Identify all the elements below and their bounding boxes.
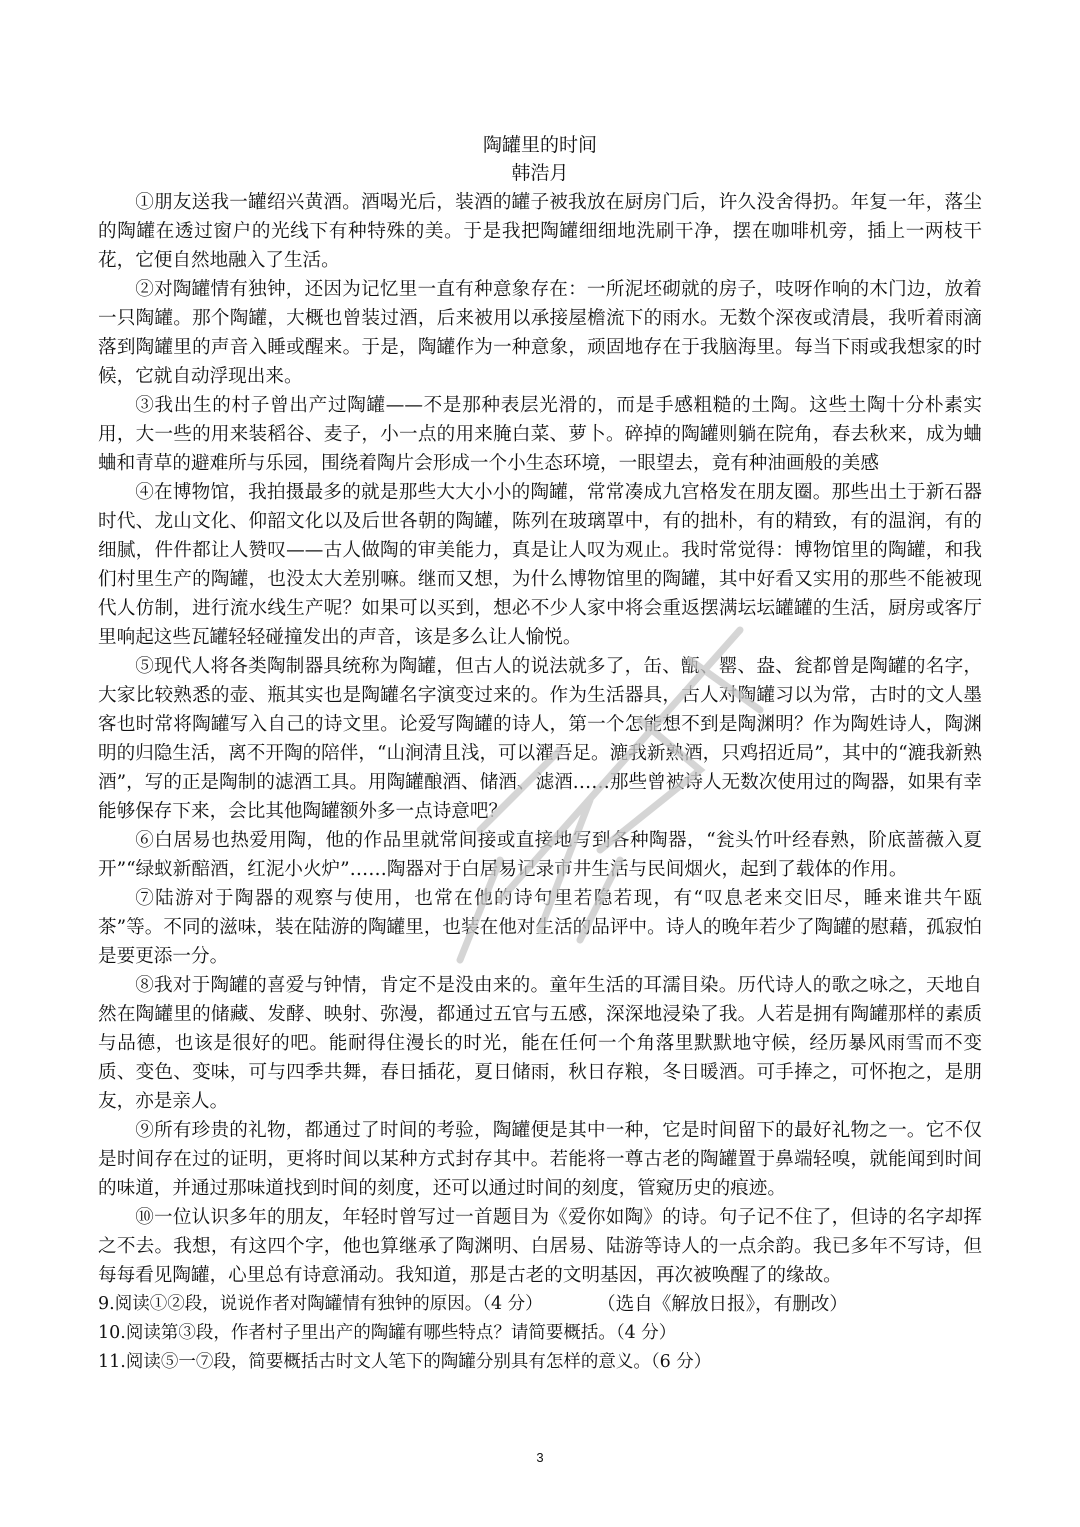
paragraph-7: ⑦陆游对于陶器的观察与使用，也常在他的诗句里若隐若现，有“叹息老来交旧尽，睡来谁共午瓯茶”等。不同的滋味，装在陆游的陶罐里，也装在他对生活的品评中。诗人的晚年若少了陶罐的慰藉，孤寂怕是要更添一分。 bbox=[98, 888, 982, 967]
question-11: 11.阅读⑤一⑦段，简要概括古时文人笔下的陶罐分别具有怎样的意义。（6 分） bbox=[98, 1352, 712, 1372]
paragraph-2: ②对陶罐情有独钟，还因为记忆里一直有种意象存在：一所泥坯砌就的房子，吱呀作响的木门边，放着一只陶罐。那个陶罐，大概也曾装过酒，后来被用以承接屋檐流下的雨水。无数个深夜或清晨，我听着雨滴落到陶罐里的声音入睡或醒来。于是，陶罐作为一种意象，顽固地存在于我脑海里。每当下雨或我想家的时候，它就自动浮现出来。 bbox=[98, 279, 982, 387]
paragraph-3: ③我出生的村子曾出产过陶罐——不是那种表层光滑的，而是手感粗糙的土陶。这些土陶十分朴素实用，大一些的用来装稻谷、麦子，小一点的用来腌白菜、萝卜。碎掉的陶罐则躺在院角，春去秋来，成为蛐蛐和青草的避难所与乐园，围绕着陶片会形成一个小生态环境，一眼望去，竟有种油画般的美感 bbox=[98, 395, 982, 474]
question-10: 10.阅读第③段，作者村子里出产的陶罐有哪些特点？请简要概括。（4 分） bbox=[98, 1323, 677, 1343]
article-body bbox=[98, 188, 982, 1319]
paragraph-5: ⑤现代人将各类陶制器具统称为陶罐，但古人的说法就多了，缶、甑、罂、盎、瓮都曾是陶罐的名字，大家比较熟悉的壶、瓶其实也是陶罐名字演变过来的。作为生活器具，古人对陶罐习以为常，古时的文人墨客也时常将陶罐写入自己的诗文里。论爱写陶罐的诗人，第一个怎能想不到是陶渊明？作为陶姓诗人，陶渊明的归隐生活，离不开陶的陪伴，“山涧清且浅，可以濯吾足。漉我新熟酒，只鸡招近局”，其中的“漉我新熟酒”，写的正是陶制的滤酒工具。用陶罐酿酒、储酒、滤酒……那些曾被诗人无数次使用过的陶器，如果有幸能够保存下来，会比其他陶罐额外多一点诗意吧？ bbox=[98, 656, 982, 822]
question-list bbox=[98, 1290, 982, 1377]
paragraph-8: ⑧我对于陶罐的喜爱与钟情，肯定不是没由来的。童年生活的耳濡目染。历代诗人的歌之咏之，天地自然在陶罐里的储藏、发酵、映射、弥漫，都通过五官与五感，深深地浸染了我。人若是拥有陶罐那样的素质与品德，也该是很好的吧。能耐得住漫长的时光，能在任何一个角落里默默地守候，经历暴风雨雪而不变质、变色、变味，可与四季共舞，春日插花，夏日储雨，秋日存粮，冬日暖酒。可手捧之，可怀抱之，是朋友，亦是亲人。 bbox=[98, 975, 982, 1112]
article-author: 韩浩月 bbox=[511, 162, 569, 184]
paragraph-4: ④在博物馆，我拍摄最多的就是那些大大小小的陶罐，常常凑成九宫格发在朋友圈。那些出土于新石器时代、龙山文化、仰韶文化以及后世各朝的陶罐，陈列在玻璃罩中，有的拙朴，有的精致，有的温润，有的细腻，件件都让人赞叹——古人做陶的审美能力，真是让人叹为观止。我时常觉得：博物馆里的陶罐，和我们村里生产的陶罐，也没太大差别嘛。继而又想，为什么博物馆里的陶罐，其中好看又实用的那些不能被现代人仿制，进行流水线生产呢？如果可以买到，想必不少人家中将会重返摆满坛坛罐罐的生活，厨房或客厅里响起这些瓦罐轻轻碰撞发出的声音，该是多么让人愉悦。 bbox=[98, 482, 982, 648]
paragraph-10: ⑩一位认识多年的朋友，年轻时曾写过一首题目为《爱你如陶》的诗。句子记不住了，但诗的名字却挥之不去。我想，有这四个字，他也算继承了陶渊明、白居易、陆游等诗人的一点余韵。我已多年不写诗，但每每看见陶罐，心里总有诗意涌动。我知道，那是古老的文明基因，再次被唤醒了的缘故。 bbox=[98, 1207, 982, 1286]
source-note: （选自《解放日报》，有删改） bbox=[596, 1294, 848, 1315]
page-number: 3 bbox=[536, 1450, 544, 1465]
paragraph-1: ①朋友送我一罐绍兴黄酒。酒喝光后，装酒的罐子被我放在厨房门后，许久没舍得扔。年复一年，落尘的陶罐在透过窗户的光线下有种特殊的美。于是我把陶罐细细地洗刷干净，摆在咖啡机旁，插上一两枝干花，它便自然地融入了生活。 bbox=[98, 192, 982, 271]
paragraph-9: ⑨所有珍贵的礼物，都通过了时间的考验，陶罐便是其中一种，它是时间留下的最好礼物之一。它不仅是时间存在过的证明，更将时间以某种方式封存其中。若能将一尊古老的陶罐置于鼻端轻嗅，就能闻到时间的味道，并通过那味道找到时间的刻度，还可以通过时间的刻度，管窥历史的痕迹。 bbox=[98, 1120, 982, 1199]
question-9: 9.阅读①②段，说说作者对陶罐情有独钟的原因。（4 分） bbox=[98, 1294, 543, 1314]
paragraph-6: ⑥白居易也热爱用陶，他的作品里就常间接或直接地写到各种陶器，“瓮头竹叶经春熟，阶底蔷薇入夏开”“绿蚁新醅酒，红泥小火炉”……陶器对于白居易记录市井生活与民间烟火，起到了载体的作用。 bbox=[98, 830, 982, 880]
article-title: 陶罐里的时间 bbox=[482, 134, 597, 156]
